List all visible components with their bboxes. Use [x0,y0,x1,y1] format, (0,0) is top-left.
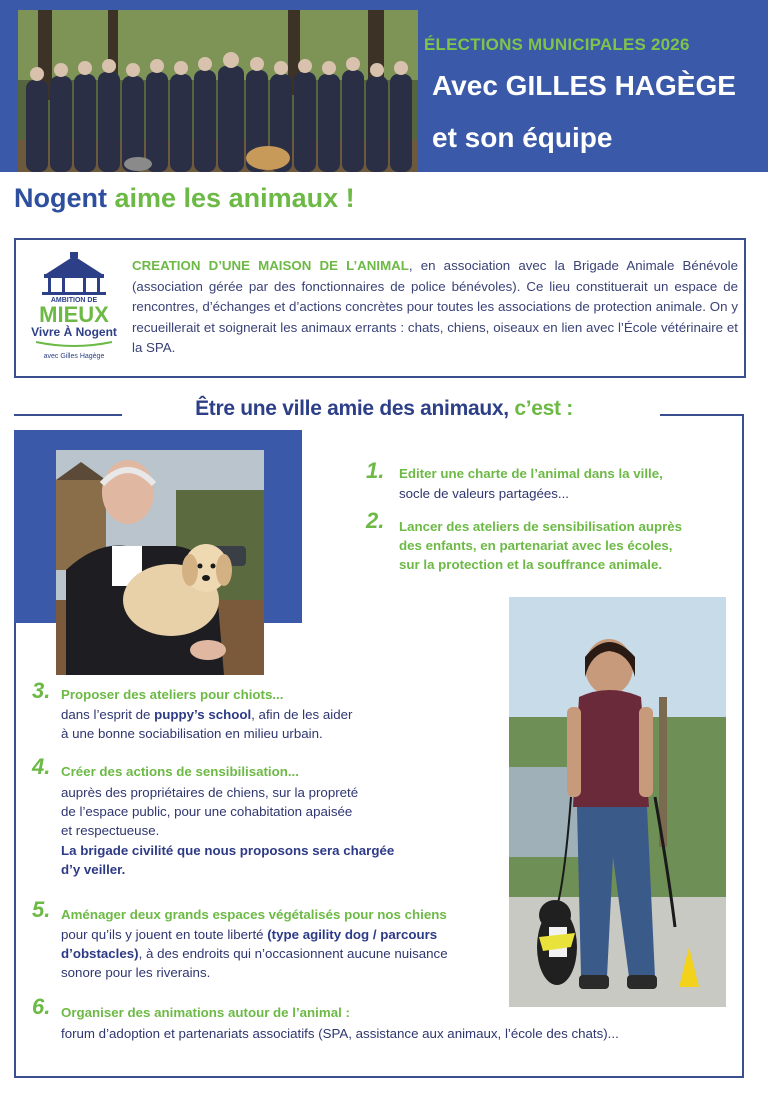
item-text-line: à une bonne sociabilisation en milieu urbain. [61,726,323,741]
item-text-line: de l’espace public, pour une cohabitation apaisée [61,804,353,819]
item-number: 6. [32,994,51,1019]
logo-line3: Vivre À Nogent [31,325,117,339]
woman-with-dog-illustration [509,597,726,1007]
page-title-part2: aime les animaux ! [106,183,355,213]
info-body: , en association avec la Brigade Animale Bénévole (association gérée par des fonctionnaires de police bénévoles). Ce lieu constituerait un espace de rencontres, d’échanges et d’actions concrètes pour toutes les associations de protection animale. On y recueillerait et soignerait les animaux errants : chats, chiens, oiseaux en lien avec l’École vétérinaire et la SPA. [132,258,738,355]
item-title-line2: des enfants, en partenariat avec les écoles, [399,538,673,553]
section-title-accent: c’est : [508,397,573,420]
item-text-part: pour qu’ils y jouent en toute liberté [61,927,268,942]
item-text-line [61,925,437,944]
item-text-line: socle de valeurs partagées... [399,486,570,501]
header-text [420,0,768,172]
item-text-line: auprès des propriétaires de chiens, sur la propreté [61,785,359,800]
item-number: 3. [32,678,51,703]
item-text-bold: (type agility dog / parcours [267,927,438,942]
man-with-puppy-photo [56,450,264,675]
item-number: 2. [366,508,385,533]
item-text-line: sonore pour les riverains. [61,965,211,980]
info-box [14,238,746,378]
item-text-bold-line [61,860,125,879]
item-text-part: dans l’esprit de [61,707,155,722]
frame-right [742,414,744,1078]
item-text-line: forum d’adoption et partenariats associatifs (SPA, assistance aux animaux, l’école des chats)... [61,1026,619,1041]
election-label: ÉLECTIONS MUNICIPALES 2026 [424,35,690,54]
woman-with-dog-photo [509,597,726,1007]
item-text-part: , afin de les aider [251,707,353,722]
headline-line1: Avec GILLES HAGÈGE [432,70,736,101]
item-text-bold: d’obstacles) [61,946,139,961]
item-text-bold: La brigade civilité que nous proposons sera chargée [61,843,395,858]
info-highlight: CREATION D’UNE MAISON DE L’ANIMAL [132,258,409,273]
section-title [0,397,768,421]
frame-bottom [14,1076,744,1078]
team-photo [18,10,418,172]
item-text-bold-line [61,841,394,860]
item-title: Lancer des ateliers de sensibilisation auprès [399,519,683,534]
item-text-line: et respectueuse. [61,823,160,838]
campaign-logo [24,250,124,362]
item-title: Créer des actions de sensibilisation... [61,764,299,779]
item-title: Organiser des animations autour de l’animal : [61,1005,350,1020]
logo-line4: avec Gilles Hagège [43,353,105,360]
item-text-bold: d’y veiller. [61,862,126,877]
bandstand-icon [24,250,124,362]
frame-left [14,623,16,1078]
man-with-puppy-illustration [56,450,264,675]
page-title-part1: Nogent [14,183,107,213]
item-text-line [61,705,352,724]
info-text [132,256,738,359]
item-text-bold: puppy’s school [154,707,252,722]
item-text-part: , à des endroits qui n’occasionnent aucune nuisance [138,946,448,961]
item-number: 1. [366,458,385,483]
team-photo-illustration [18,10,418,172]
headline-line2: et son équipe [432,122,613,153]
logo-line2: MIEUX [39,302,109,327]
item-title-line3: sur la protection et la souffrance animale. [399,557,663,572]
item-number: 5. [32,897,51,922]
item-title: Proposer des ateliers pour chiots... [61,687,284,702]
section-title-main: Être une ville amie des animaux, [195,397,509,420]
page-title [14,183,355,214]
item-number: 4. [32,754,51,779]
logo-line1: AMBITION DE [50,297,98,304]
item-text-line [61,944,448,963]
item-title: Editer une charte de l’animal dans la ville, [399,466,663,481]
item-title: Aménager deux grands espaces végétalisés pour nos chiens [61,907,447,922]
